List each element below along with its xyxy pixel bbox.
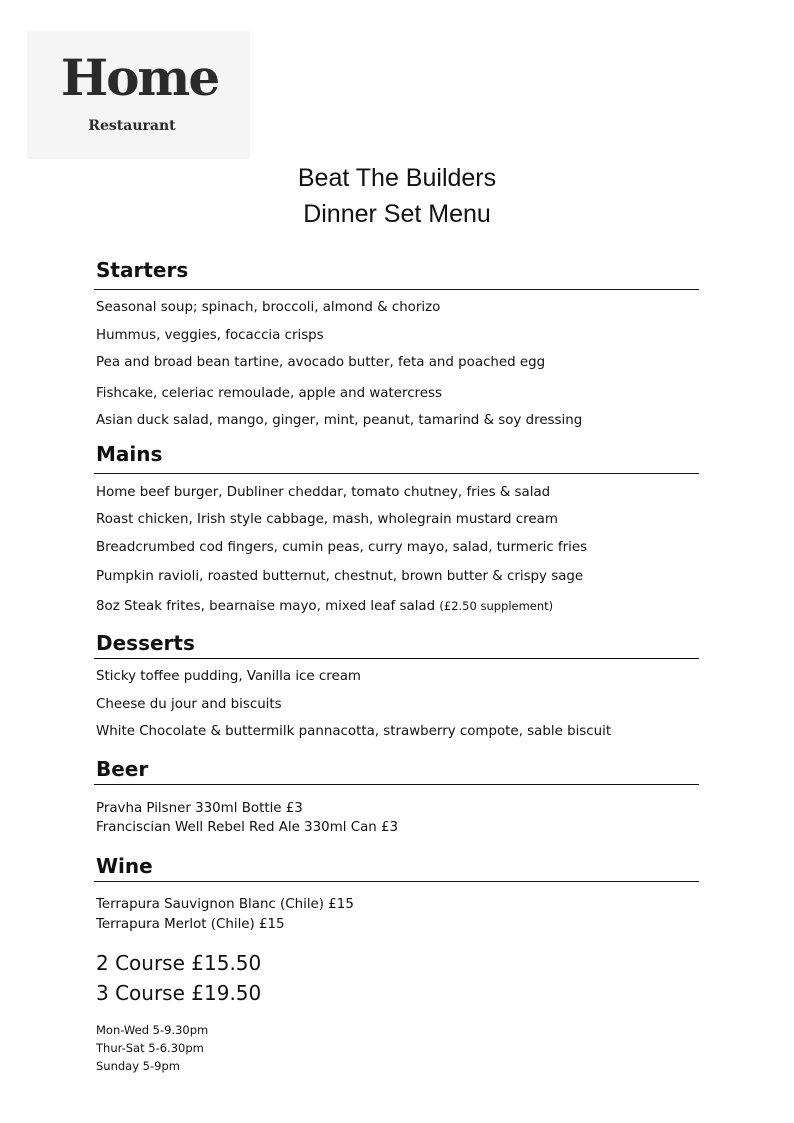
- desserts-divider: [94, 658, 699, 659]
- wine-item: Terrapura Merlot (Chile) £15: [96, 917, 285, 932]
- desserts-heading: Desserts: [96, 631, 195, 655]
- main-item: Home beef burger, Dubliner cheddar, tomato chutney, fries & salad: [96, 485, 551, 500]
- dessert-item: Sticky toffee pudding, Vanilla ice cream: [96, 669, 361, 684]
- opening-hours-line: Sunday 5-9pm: [96, 1059, 180, 1073]
- starter-item: Fishcake, celeriac remoulade, apple and watercress: [96, 386, 442, 401]
- three-course-price: 3 Course £19.50: [96, 981, 262, 1005]
- starter-item: Hummus, veggies, focaccia crisps: [96, 328, 324, 343]
- main-item: Pumpkin ravioli, roasted butternut, chestnut, brown butter & crispy sage: [96, 569, 584, 584]
- main-item-steak: [96, 600, 553, 613]
- two-course-price: 2 Course £15.50: [96, 951, 262, 975]
- dessert-item: White Chocolate & buttermilk pannacotta, strawberry compote, sable biscuit: [96, 724, 612, 739]
- main-item: Breadcrumbed cod fingers, cumin peas, curry mayo, salad, turmeric fries: [96, 540, 588, 555]
- wine-heading: Wine: [96, 854, 153, 878]
- main-item: Roast chicken, Irish style cabbage, mash, wholegrain mustard cream: [96, 512, 558, 527]
- beer-divider: [94, 784, 699, 785]
- steak-supplement: (£2.50 supplement): [439, 599, 554, 613]
- beer-item: Pravha Pilsner 330ml Bottle £3: [96, 801, 303, 816]
- menu-title: Beat The Builders: [297, 164, 497, 192]
- beer-heading: Beer: [96, 757, 149, 781]
- wine-item: Terrapura Sauvignon Blanc (Chile) £15: [96, 897, 354, 912]
- starters-heading: Starters: [96, 258, 189, 282]
- starters-divider: [94, 289, 699, 290]
- beer-item: Franciscian Well Rebel Red Ale 330ml Can £3: [96, 820, 399, 835]
- mains-heading: Mains: [96, 442, 163, 466]
- logo-wordmark: Home: [60, 48, 219, 107]
- opening-hours-line: Thur-Sat 5-6.30pm: [96, 1041, 204, 1055]
- dessert-item: Cheese du jour and biscuits: [96, 697, 282, 712]
- starter-item: Seasonal soup; spinach, broccoli, almond & chorizo: [96, 300, 441, 315]
- menu-subtitle: Dinner Set Menu: [303, 200, 491, 228]
- restaurant-logo: [27, 31, 250, 159]
- starter-item: Pea and broad bean tartine, avocado butter, feta and poached egg: [96, 355, 546, 370]
- opening-hours-line: Mon-Wed 5-9.30pm: [96, 1023, 209, 1037]
- wine-divider: [94, 881, 699, 882]
- logo-subtitle: Restaurant: [88, 118, 176, 134]
- starter-item: Asian duck salad, mango, ginger, mint, peanut, tamarind & soy dressing: [96, 413, 583, 428]
- steak-description: 8oz Steak frites, bearnaise mayo, mixed leaf salad: [96, 599, 436, 614]
- mains-divider: [94, 473, 699, 474]
